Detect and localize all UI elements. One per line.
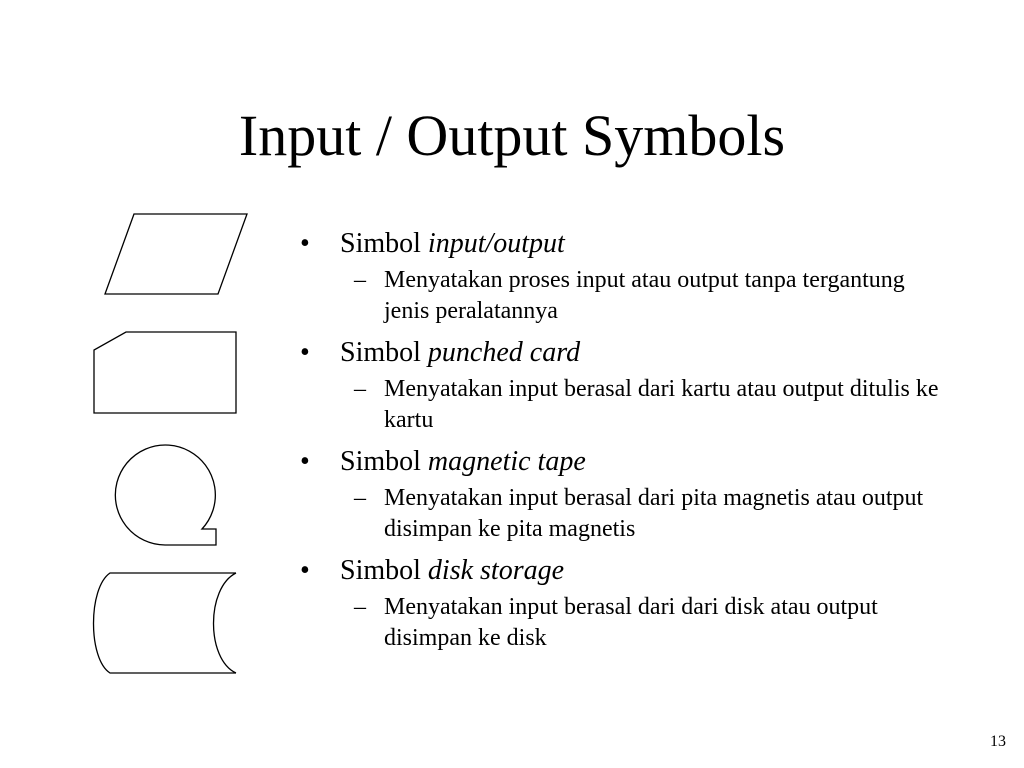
sub-item-text: Menyatakan proses input atau output tanpa tergantung jenis peralatannya — [384, 267, 905, 324]
sub-bullet-marker: – — [354, 594, 366, 620]
slide-title: Input / Output Symbols — [238, 103, 786, 168]
bullet-term: disk storage — [427, 555, 565, 586]
bullet-prefix: Simbol — [340, 446, 428, 477]
sub-item-text: Menyatakan input berasal dari pita magnetis atau output disimpan ke pita magnetis — [384, 485, 924, 542]
page-number: 13 — [990, 733, 1006, 750]
bullet-marker: • — [300, 228, 310, 259]
sub-bullet-marker: – — [354, 485, 366, 511]
bullet-term: magnetic tape — [427, 446, 586, 477]
bullet-prefix: Simbol — [340, 555, 428, 586]
sub-bullet-marker: – — [354, 376, 366, 402]
punched-card-symbol-icon — [94, 332, 236, 413]
bullet-term: input/output — [427, 228, 565, 259]
sub-item-text: Menyatakan input berasal dari dari disk atau output disimpan ke disk — [384, 594, 878, 651]
sub-bullet-marker: – — [354, 267, 366, 293]
bullet-marker: • — [300, 555, 310, 586]
disk-storage-symbol-icon — [94, 573, 237, 673]
magnetic-tape-symbol-icon — [115, 445, 216, 545]
bullet-term: punched card — [427, 337, 581, 368]
sub-item-punched-card — [296, 374, 944, 436]
bullet-item-magnetic-tape — [296, 444, 976, 480]
bullet-marker: • — [300, 446, 310, 477]
sub-item-disk-storage — [296, 592, 944, 654]
bullet-prefix: Simbol — [340, 228, 428, 259]
bullet-list — [296, 226, 976, 662]
sub-item-text: Menyatakan input berasal dari kartu atau output ditulis ke kartu — [384, 376, 939, 433]
bullet-item-punched-card — [296, 335, 976, 371]
sub-item-magnetic-tape — [296, 483, 944, 545]
bullet-item-input-output — [296, 226, 976, 262]
bullet-item-disk-storage — [296, 553, 976, 589]
bullet-prefix: Simbol — [340, 337, 428, 368]
flowchart-symbols — [0, 0, 300, 768]
sub-item-input-output — [296, 265, 944, 327]
bullet-marker: • — [300, 337, 310, 368]
input-output-symbol-icon — [105, 214, 247, 294]
